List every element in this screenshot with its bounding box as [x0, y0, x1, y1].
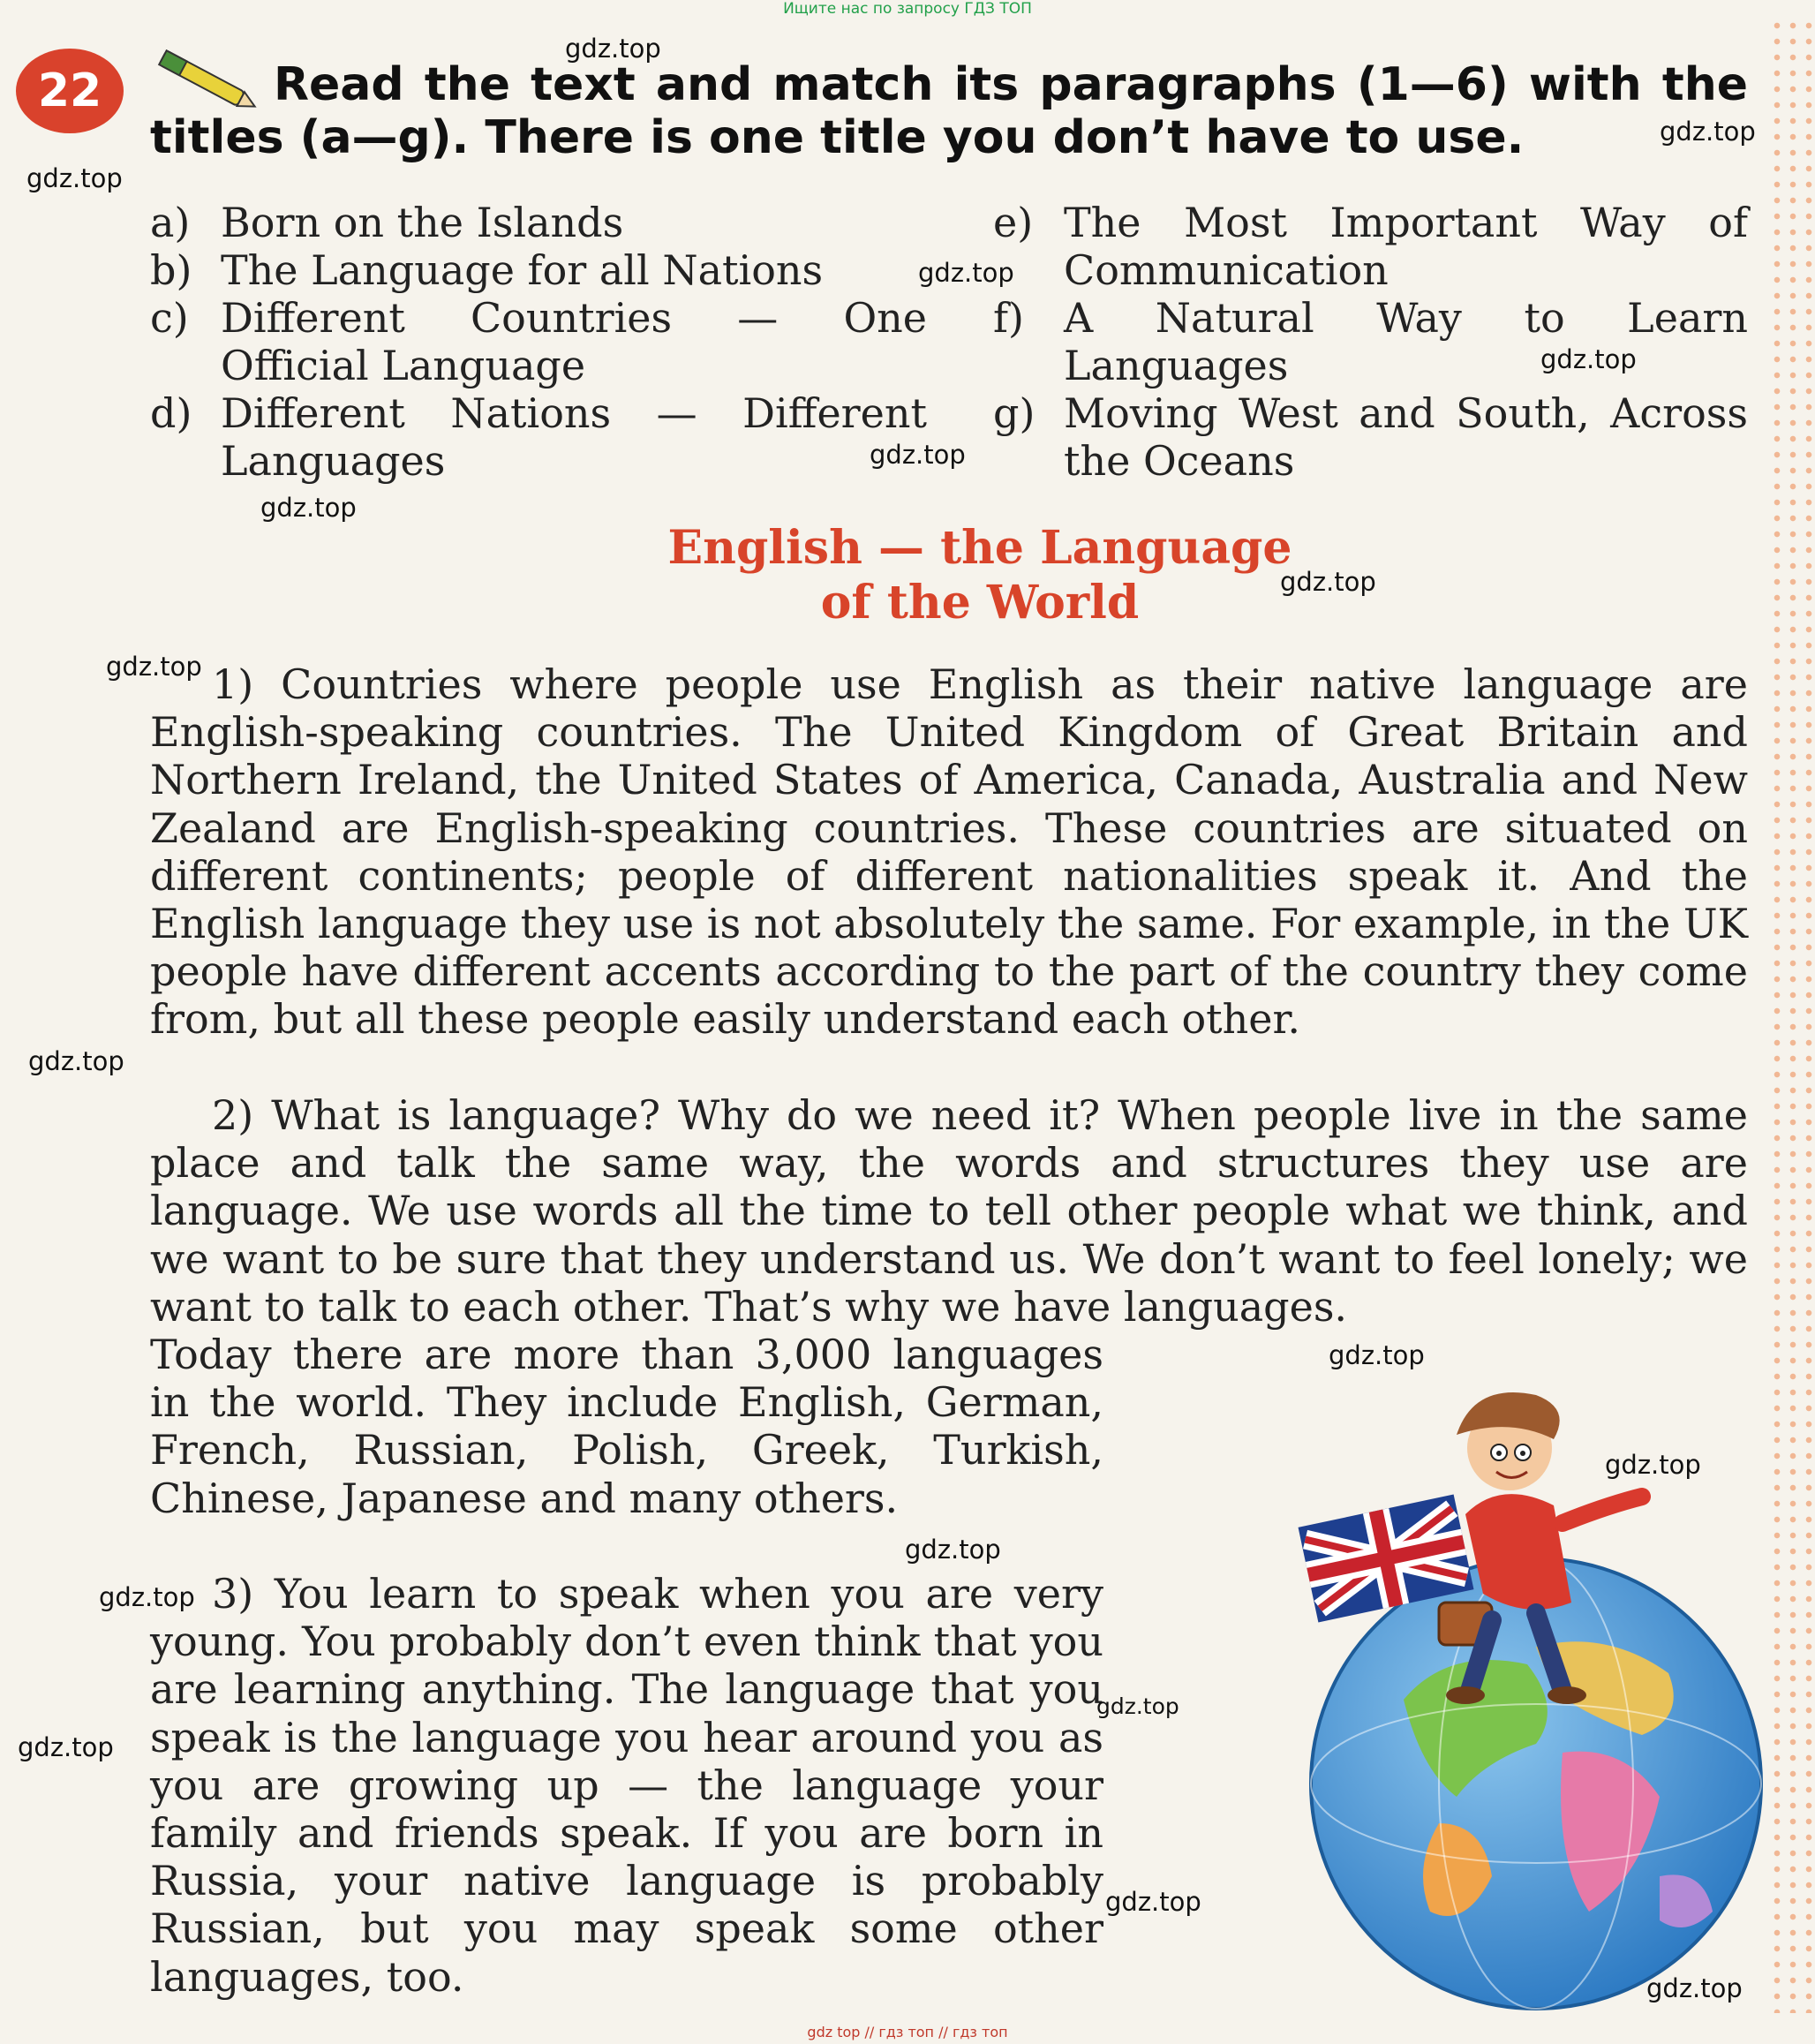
- top-note: Ищите нас по запросу ГДЗ ТОП: [783, 0, 1032, 18]
- decorative-dot-border: [1769, 18, 1815, 2013]
- watermark: gdz.top: [905, 1535, 1001, 1565]
- title-letter: c): [150, 294, 189, 342]
- instruction-line-1: Read the text and match its paragraphs (1—6) with the: [274, 58, 1748, 111]
- title-option: [993, 294, 1748, 389]
- title-letter: g): [993, 389, 1036, 437]
- paragraph-2: 2) What is language? Why do we need it? When people live in the same place and talk the same way, the words and structures they use are language. We use words all the time to tell other people what we think, and we want to be sure that they understand us. We don’t want to feel lonely; we want to talk to each other. That’s why we have languages.: [150, 1091, 1748, 1331]
- bottom-note: gdz top // гдз топ // гдз топ: [807, 2024, 1008, 2040]
- title-text: The Most Important Way of Communication: [1064, 199, 1748, 294]
- title-letter: d): [150, 389, 192, 437]
- title-option: [150, 389, 927, 485]
- watermark: gdz.top: [1280, 567, 1376, 597]
- title-letter: a): [150, 199, 191, 246]
- title-letter: b): [150, 246, 192, 294]
- title-text: Moving West and South, Across the Oceans: [1064, 389, 1748, 485]
- title-option: [993, 389, 1748, 485]
- watermark: gdz.top: [99, 1582, 195, 1612]
- title-option: [150, 246, 927, 294]
- title-letter: e): [993, 199, 1034, 246]
- watermark: gdz.top: [918, 258, 1014, 288]
- title-text: Born on the Islands: [221, 199, 624, 246]
- watermark: gdz.top: [1660, 117, 1756, 147]
- title-option: [150, 199, 927, 246]
- text-title-line-2: of the World: [820, 576, 1140, 630]
- watermark: gdz.top: [260, 493, 357, 523]
- paragraph-2-continued: Today there are more than 3,000 languages in the world. They include English, German, French, Russian, Polish, Greek, Turkish, Chinese, Japanese and many others.: [150, 1331, 1103, 1522]
- watermark: gdz.top: [18, 1732, 114, 1762]
- title-letter: f): [993, 294, 1024, 342]
- paragraph-3: 3) You learn to speak when you are very young. You probably don’t even think that you are learning anything. The language that you speak is the language you hear around you as you are growing up — the language your family and friends speak. If you are born in Russia, your native language is probably Russian, but you may speak some other languages, too.: [150, 1570, 1103, 2001]
- title-option: [993, 199, 1748, 294]
- title-text: Different Nations — Different Languages: [221, 389, 927, 485]
- title-text: A Natural Way to Learn Languages: [1064, 294, 1748, 389]
- exercise-instruction: [150, 58, 1748, 164]
- watermark: gdz.top: [1096, 1693, 1179, 1719]
- paragraph-1: 1) Countries where people use English as their native language are English-speaking countries. The United Kingdom of Great Britain and Northern Ireland, the United States of America, Canada, Australia and New Zealand are English-speaking countries. These countries are situated on different continents; people of different nationalities speak it. And the English language they use is not absolutely the same. For example, in the UK people have different accents according to the part of the country they come from, but all these people easily understand each other.: [150, 660, 1748, 1044]
- watermark: gdz.top: [106, 652, 202, 682]
- watermark: gdz.top: [28, 1046, 124, 1076]
- watermark: gdz.top: [870, 440, 966, 470]
- watermark: gdz.top: [1540, 344, 1637, 374]
- exercise-number-badge: 22: [16, 49, 124, 133]
- watermark: gdz.top: [1646, 1973, 1743, 2003]
- watermark: gdz.top: [565, 34, 661, 64]
- watermark: gdz.top: [1605, 1450, 1701, 1480]
- text-title: [618, 521, 1342, 630]
- watermark: gdz.top: [1105, 1887, 1201, 1917]
- title-text: Different Countries — One Official Language: [221, 294, 927, 389]
- title-option: [150, 294, 927, 389]
- title-text: The Language for all Nations: [221, 246, 824, 294]
- watermark: gdz.top: [1329, 1340, 1425, 1370]
- text-title-line-1: English — the Language: [667, 521, 1292, 575]
- instruction-line-2: titles (a—g). There is one title you don’t have to use.: [150, 111, 1525, 164]
- watermark: gdz.top: [26, 163, 123, 193]
